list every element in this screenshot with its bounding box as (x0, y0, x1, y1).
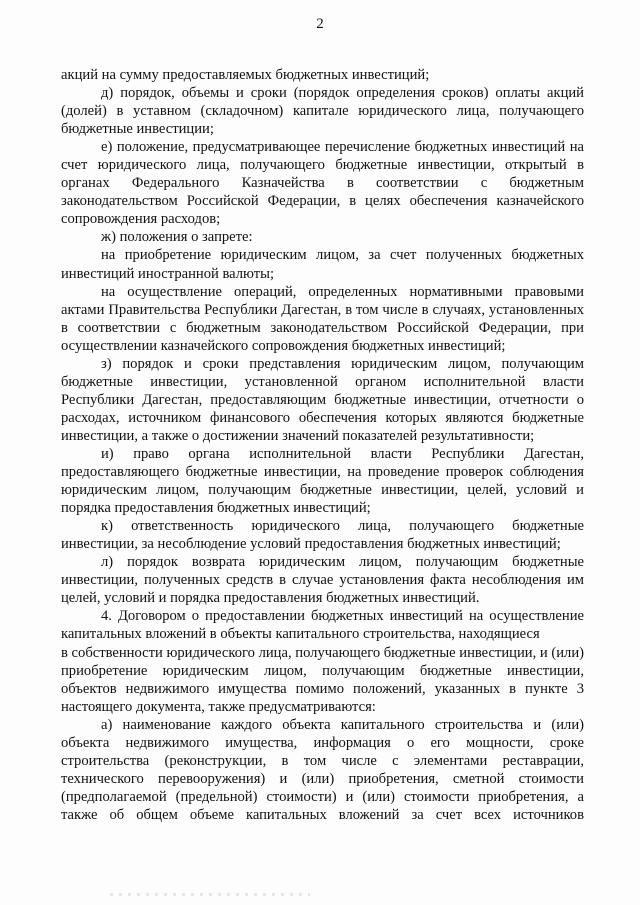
document-body (61, 66, 584, 824)
paragraph-item-zh: ж) положения о запрете: (101, 229, 253, 246)
paragraph-item-i: и) право органа исполнительной власти Республики Дагестан, предоставляющего бюджетные инвестиции, на проведение проверок соблюдения юридическим лицом, получающим бюджетные инвестиции, целей, условий и порядка предоставления бюджетных инвестиций; (61, 445, 584, 517)
paragraph-section-4-continued: в собственности юридического лица, получающего бюджетные инвестиции, и (или) приобретение юридическим лицом, получающим бюджетные инвестиции, объектов недвижимого имущества помимо положений, указанных в пункте 3 настоящего документа, также предусматриваются: (61, 644, 584, 715)
paragraph-continuation: акций на сумму предоставляемых бюджетных инвестиций; (61, 67, 430, 83)
paragraph-item-e: е) положение, предусматривающее перечисление бюджетных инвестиций на счет юридического лица, получающего бюджетные инвестиции, открытый в органах Федерального Казначейства в соответствии с бюджетным законодательством Российской Федерации, в целях обеспечения казначейского сопровождения расходов; (61, 139, 584, 228)
paragraph-item-z: з) порядок и сроки представления юридическим лицом, получающим бюджетные инвестиции, установленной органом исполнительной власти Республики Дагестан, предоставляющим бюджетные инвестиции, отчетности о расходах, источником финансового обеспечения которых являются бюджетные инвестиции, а также о достижении значений показателей результативности; (61, 355, 584, 444)
paragraph-item-l: л) порядок возврата юридическим лицом, получающим бюджетные инвестиции, полученных средств в случае установления факта несоблюдения им целей, условий и порядка предоставления бюджетных инвестиций. (61, 554, 584, 607)
scan-artifact (110, 893, 310, 896)
paragraph-prohibition-operations: на осуществление операций, определенных нормативными правовыми актами Правительства Республики Дагестан, в том числе в случаях, установленных в соответствии с бюджетным законодательством Российской Федерации, при осуществлении казначейского сопровождения бюджетных инвестиций; (61, 283, 584, 354)
paragraph-item-a: а) наименование каждого объекта капитального строительства и (или) объекта недвижимого имущества, информация о его мощности, сроке строительства (реконструкции, в том числе с элементами реставрации, технического перевооружения) и (или) приобретения, сметной стоимости (предполагаемой (предельной) стоимости) и (или) стоимости приобретения, а также об общем объеме капитальных вложений за счет всех источников (61, 716, 584, 823)
paragraph-section-4: 4. Договором о предоставлении бюджетных инвестиций на осуществление капитальных вложений в объекты капитального строительства, находящиеся (61, 608, 584, 643)
paragraph-item-d: д) порядок, объемы и сроки (порядок определения сроков) оплаты акций (долей) в уставном (складочном) капитале юридического лица, получающего бюджетные инвестиции; (61, 85, 584, 138)
paragraph-item-k: к) ответственность юридического лица, получающего бюджетные инвестиции, за несоблюдение условий предоставления бюджетных инвестиций; (61, 518, 584, 553)
page-number: 2 (316, 16, 324, 32)
paragraph-prohibition-currency: на приобретение юридическим лицом, за счет полученных бюджетных инвестиций иностранной валюты; (61, 247, 584, 282)
